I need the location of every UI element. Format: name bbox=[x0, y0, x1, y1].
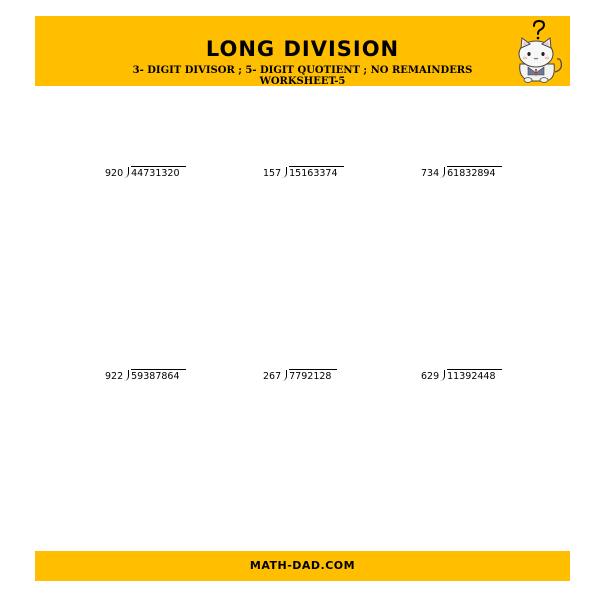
divisor: 157 bbox=[263, 168, 282, 179]
worksheet-number: WORKSHEET-5 bbox=[259, 76, 346, 87]
division-bracket-icon bbox=[282, 167, 287, 178]
divisor: 267 bbox=[263, 371, 282, 382]
footer-band bbox=[35, 551, 570, 581]
division-problem bbox=[263, 166, 344, 179]
division-bracket-icon bbox=[282, 370, 287, 381]
divisor: 922 bbox=[105, 371, 124, 382]
divisor: 629 bbox=[421, 371, 440, 382]
header-band bbox=[35, 16, 570, 86]
footer-site-name: MATH-DAD.COM bbox=[249, 559, 356, 572]
dividend: 15163374 bbox=[289, 166, 343, 179]
subtitle-description: 3- DIGIT DIVISOR ; 5- DIGIT QUOTIENT ; NO REMAINDERS bbox=[132, 65, 473, 76]
division-bracket-icon bbox=[124, 167, 129, 178]
divisor: 920 bbox=[105, 168, 124, 179]
division-problem bbox=[263, 369, 337, 382]
dividend: 59387864 bbox=[131, 369, 185, 382]
division-problem bbox=[421, 369, 502, 382]
divisor: 734 bbox=[421, 168, 440, 179]
dividend: 61832894 bbox=[447, 166, 501, 179]
cat-mascot-question-icon bbox=[508, 20, 564, 84]
division-bracket-icon bbox=[440, 370, 445, 381]
dividend: 44731320 bbox=[131, 166, 185, 179]
division-bracket-icon bbox=[440, 167, 445, 178]
dividend: 11392448 bbox=[447, 369, 501, 382]
dividend: 7792128 bbox=[289, 369, 337, 382]
worksheet-subtitle bbox=[35, 65, 570, 87]
division-problem bbox=[105, 166, 186, 179]
division-problem bbox=[421, 166, 502, 179]
division-problem bbox=[105, 369, 186, 382]
division-bracket-icon bbox=[124, 370, 129, 381]
worksheet-title: LONG DIVISION bbox=[205, 37, 400, 61]
